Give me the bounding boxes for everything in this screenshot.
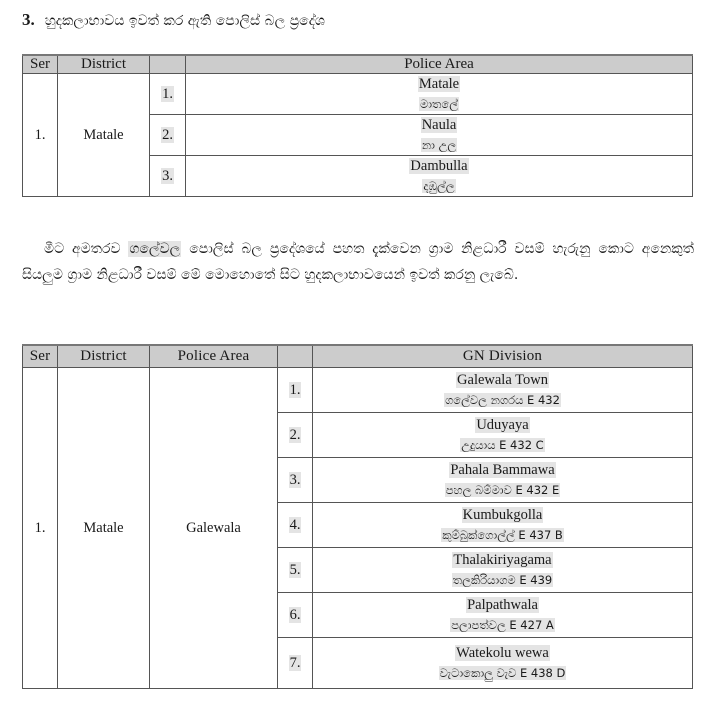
paragraph-highlight-galewala: ගලේවල [129, 241, 181, 257]
gn-division-cell [313, 503, 693, 548]
row-number: 5. [289, 561, 301, 578]
header-police-area: Police Area [186, 55, 693, 74]
gn-name-en: Palpathwala [467, 597, 538, 613]
section-number: 3. [22, 10, 35, 29]
row-number-cell [278, 368, 313, 413]
ser-cell: 1. [23, 368, 58, 689]
row-number: 1. [289, 381, 301, 398]
gn-name-si: ගලේවල නගරය E 432 [445, 393, 560, 407]
police-area-name-en: Naula [421, 117, 457, 133]
gn-name-si: පහල බම්මාව E 432 E [445, 483, 560, 497]
row-number-cell [278, 503, 313, 548]
gn-division-cell [313, 593, 693, 638]
header-ser: Ser [23, 345, 58, 368]
row-number-cell [150, 115, 186, 156]
police-area-name-si: දඹුල්ල [423, 179, 455, 193]
gn-division-cell [313, 413, 693, 458]
gn-name-en: Thalakiriyagama [453, 552, 552, 568]
police-area-name-si: මාතලේ [420, 97, 458, 111]
row-number: 3. [289, 471, 301, 488]
header-police-area: Police Area [150, 345, 278, 368]
row-number-cell [150, 74, 186, 115]
gn-name-en: Kumbukgolla [462, 507, 543, 523]
police-area-cell: Galewala [150, 368, 278, 689]
table-header-row [23, 55, 693, 74]
paragraph-text-after: පොලිස් බල ප්‍රදේශයේ පහත දැක්වෙන ග්‍රාම නිළධාරී වසම් හැරුනු කොට අනෙකුත් සියලුම ග්‍රාම නිළධාරී වසම් මේ මොහොතේ සිට හුදකලාභාවයෙන් ඉවත් කරනු ලැබේ. [22, 241, 694, 283]
row-number: 6. [289, 606, 301, 623]
district-cell: Matale [58, 74, 150, 197]
row-number: 7. [289, 654, 301, 671]
header-gn-division: GN Division [313, 345, 693, 368]
gn-division-cell [313, 638, 693, 689]
notice-paragraph [22, 236, 694, 288]
gn-division-cell [313, 368, 693, 413]
row-number: 2. [289, 426, 301, 443]
ser-cell: 1. [23, 74, 58, 197]
row-number-cell [278, 458, 313, 503]
gn-name-si: වැටාකොලු වැව E 438 D [439, 666, 566, 680]
gn-name-si: උදුයාය E 432 C [461, 438, 544, 452]
section-heading [22, 8, 325, 33]
police-areas-table [22, 54, 693, 197]
police-area-name-en: Matale [418, 76, 460, 92]
row-number-cell [278, 593, 313, 638]
row-number-cell [150, 156, 186, 197]
gn-name-si: පලාපත්වල E 427 A [451, 618, 554, 632]
row-number: 1. [162, 85, 173, 102]
police-area-cell [186, 74, 693, 115]
row-number: 4. [289, 516, 301, 533]
gn-name-si: තලකිරියාගම E 439 [452, 573, 553, 587]
gn-name-en: Galewala Town [457, 372, 548, 388]
row-number-cell [278, 413, 313, 458]
gn-division-cell [313, 458, 693, 503]
row-number: 3. [162, 167, 173, 184]
row-number: 2. [162, 126, 173, 143]
gn-name-en: Watekolu wewa [456, 645, 549, 661]
district-cell: Matale [58, 368, 150, 689]
table-row [23, 74, 693, 115]
gn-division-cell [313, 548, 693, 593]
table-row [23, 368, 693, 413]
gn-name-si: කුම්බුක්ගොල්ල් E 437 B [442, 528, 563, 542]
section-title: හුදකලාභාවය ඉවත් කර ඇති පොලිස් බල ප්‍රදේශ [44, 13, 325, 29]
gn-divisions-table [22, 344, 693, 689]
police-area-cell [186, 115, 693, 156]
header-district: District [58, 55, 150, 74]
header-district: District [58, 345, 150, 368]
row-number-cell [278, 548, 313, 593]
gn-name-en: Uduyaya [476, 417, 529, 433]
police-area-name-si: නා උල [421, 138, 457, 152]
gn-name-en: Pahala Bammawa [450, 462, 555, 478]
header-number [150, 55, 186, 74]
police-area-name-en: Dambulla [410, 158, 468, 174]
header-number [278, 345, 313, 368]
row-number-cell [278, 638, 313, 689]
table-header-row [23, 345, 693, 368]
header-ser: Ser [23, 55, 58, 74]
police-area-cell [186, 156, 693, 197]
paragraph-text-before: මීට අමතරව [44, 241, 129, 257]
